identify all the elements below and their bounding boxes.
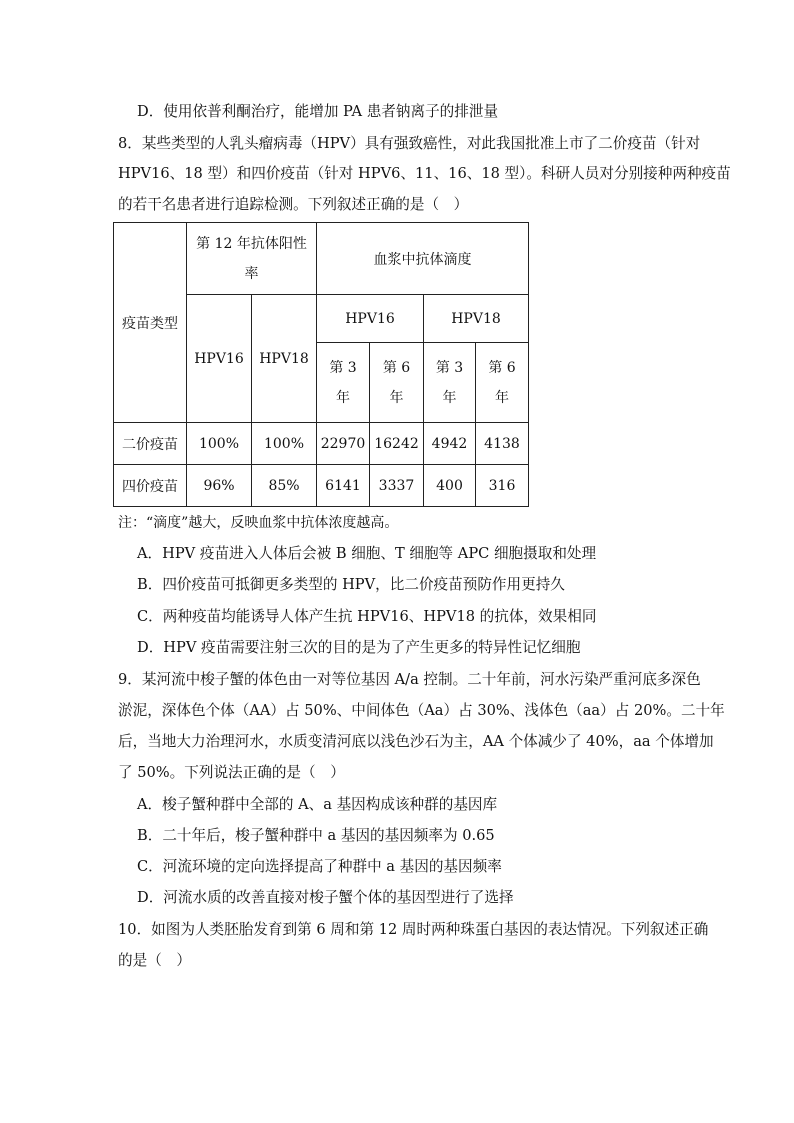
q8-stem-line-2: HPV16、18 型）和四价疫苗（针对 HPV6、11、16、18 型）。科研人员对分别接种两种疫苗: [118, 165, 731, 182]
q8-stem-line-1: 8．某些类型的人乳头瘤病毒（HPV）具有强致癌性，对此我国批准上市了二价疫苗（针对: [118, 135, 701, 152]
row-titer-hpv16-y3: 22970: [317, 423, 370, 465]
hpv18-year6-header: [476, 343, 529, 423]
row-vaccine-name: 四价疫苗: [114, 465, 187, 507]
q9-option-d: D．河流水质的改善直接对梭子蟹个体的基因型进行了选择: [137, 889, 514, 906]
q9-stem-line-3: 后，当地大力治理河水，水质变清河底以浅色沙石为主，AA 个体减少了 40%，aa 个体增加: [118, 733, 714, 750]
hpv16-year6-line-1: 第 6: [382, 359, 411, 376]
table-row: [114, 423, 529, 465]
row-rate-hpv18: 85%: [252, 465, 317, 507]
rate-hpv16-header: HPV16: [187, 295, 252, 423]
hpv16-year6-line-2: 年: [389, 389, 404, 406]
hpv16-year3-header: [317, 343, 370, 423]
q8-option-b: B．四价疫苗可抵御更多类型的 HPV，比二价疫苗预防作用更持久: [137, 576, 565, 593]
row-titer-hpv18-y3: 400: [424, 465, 476, 507]
titer-hpv18-header: HPV18: [424, 295, 529, 343]
row-titer-hpv16-y3: 6141: [317, 465, 370, 507]
q9-stem-line-2: 淤泥，深体色个体（AA）占 50%、中间体色（Aa）占 30%、浅体色（aa）占 20%。二十年: [118, 702, 725, 719]
q8-option-c: C．两种疫苗均能诱导人体产生抗 HPV16、HPV18 的抗体，效果相同: [137, 608, 597, 625]
q10-stem-line-1: 10．如图为人类胚胎发育到第 6 周和第 12 周时两种珠蛋白基因的表达情况。下列叙述正确: [118, 921, 709, 938]
q8-option-a: A．HPV 疫苗进入人体后会被 B 细胞、T 细胞等 APC 细胞摄取和处理: [137, 545, 597, 562]
row-titer-hpv18-y3: 4942: [424, 423, 476, 465]
q7-option-d: D．使用依普利酮治疗，能增加 PA 患者钠离子的排泄量: [137, 103, 499, 120]
hpv16-year6-header: [370, 343, 424, 423]
row-titer-hpv18-y6: 4138: [476, 423, 529, 465]
row-rate-hpv16: 96%: [187, 465, 252, 507]
positive-rate-header-line-1: 第 12 年抗体阳性: [196, 235, 307, 252]
q8-stem-line-3: 的若干名患者进行追踪检测。下列叙述正确的是（ ）: [118, 196, 469, 213]
hpv18-year3-line-2: 年: [442, 389, 457, 406]
row-rate-hpv18: 100%: [252, 423, 317, 465]
q10-stem-line-2: 的是（ ）: [118, 952, 191, 969]
hpv16-year3-line-2: 年: [336, 389, 350, 406]
row-titer-hpv16-y6: 3337: [370, 465, 424, 507]
positive-rate-header: [187, 223, 317, 295]
titer-hpv16-header: HPV16: [317, 295, 424, 343]
titer-header: 血浆中抗体滴度: [317, 223, 529, 295]
q9-option-c: C．河流环境的定向选择提高了种群中 a 基因的基因频率: [137, 858, 502, 875]
row-vaccine-name: 二价疫苗: [114, 423, 187, 465]
q9-stem-line-4: 了 50%。下列说法正确的是（ ）: [118, 764, 345, 781]
q8-option-d: D．HPV 疫苗需要注射三次的目的是为了产生更多的特异性记忆细胞: [137, 639, 581, 656]
row-rate-hpv16: 100%: [187, 423, 252, 465]
vaccine-table: [113, 222, 529, 507]
q8-table-note: 注：“滴度”越大，反映血浆中抗体浓度越高。: [118, 515, 399, 531]
hpv16-year3-line-1: 第 3: [329, 359, 357, 376]
q9-stem-line-1: 9．某河流中梭子蟹的体色由一对等位基因 A/a 控制。二十年前，河水污染严重河底多深色: [118, 671, 701, 688]
table-row: [114, 465, 529, 507]
hpv18-year3-line-1: 第 3: [435, 359, 464, 376]
hpv18-year3-header: [424, 343, 476, 423]
q9-option-b: B．二十年后，梭子蟹种群中 a 基因的基因频率为 0.65: [137, 827, 495, 844]
hpv18-year6-line-1: 第 6: [488, 359, 516, 376]
hpv18-year6-line-2: 年: [495, 389, 509, 406]
row-titer-hpv16-y6: 16242: [370, 423, 424, 465]
q9-option-a: A．梭子蟹种群中全部的 A、a 基因构成该种群的基因库: [137, 796, 498, 813]
row-titer-hpv18-y6: 316: [476, 465, 529, 507]
rate-hpv18-header: HPV18: [252, 295, 317, 423]
positive-rate-header-line-2: 率: [244, 265, 259, 282]
vaccine-type-header: 疫苗类型: [114, 223, 187, 423]
